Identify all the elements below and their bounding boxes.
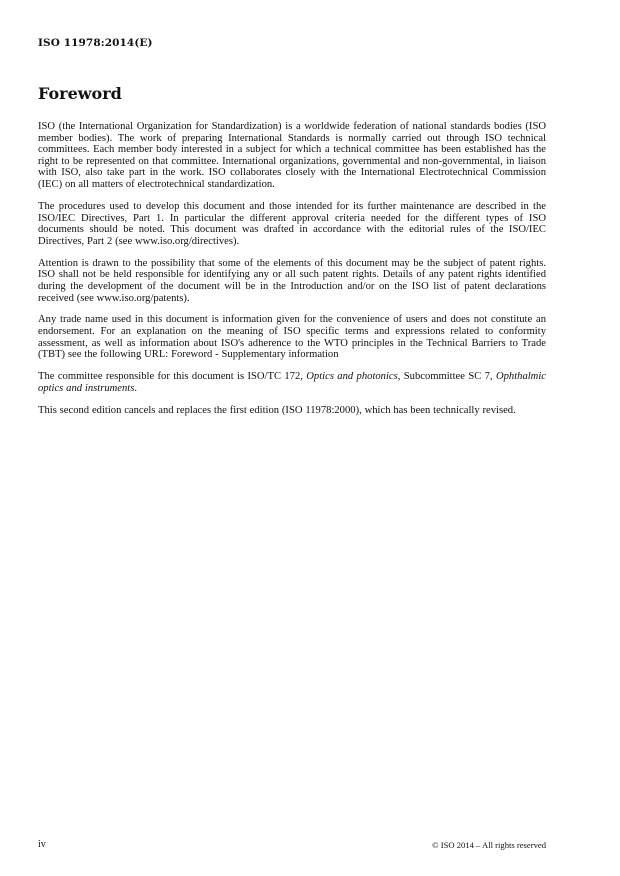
document-id: ISO 11978:2014(E)	[38, 37, 153, 49]
committee-name: Optics and photonics	[306, 371, 398, 383]
paragraph-procedures: The procedures used to develop this document and those intended for its further maintenance are described in the ISO/IEC Directives, Part 1. In particular the different approval criteria needed for the different types of ISO documents should be noted. This document was drafted in accordance with the editorial rules of the ISO/IEC Directives, Part 2 (see www.iso.org/directives).	[38, 200, 546, 247]
committee-mid-text: , Subcommittee SC 7,	[397, 371, 496, 383]
paragraph-committee	[38, 371, 546, 394]
paragraph-iso-overview: ISO (the International Organization for Standardization) is a worldwide federation of national standards bodies (ISO member bodies). The work of preparing International Standards is normally carried out through ISO technical committees. Each member body interested in a subject for which a technical committee has been established has the right to be represented on that committee. International organizations, governmental and non-governmental, in liaison with ISO, also take part in the work. ISO collaborates closely with the International Electrotechnical Commission (IEC) on all matters of electrotechnical standardization.	[38, 121, 546, 190]
paragraph-patent-rights: Attention is drawn to the possibility that some of the elements of this document may be the subject of patent rights. ISO shall not be held responsible for identifying any or all such patent rights. Details of any patent rights identified during the development of the document will be in the Introduction and/or on the ISO list of patent declarations received (see www.iso.org/patents).	[38, 257, 546, 304]
paragraph-trade-names: Any trade name used in this document is information given for the convenience of users and does not constitute an endorsement. For an explanation on the meaning of ISO specific terms and expressions related to conformity assessment, as well as information about ISO's adherence to the WTO principles in the Technical Barriers to Trade (TBT) see the following URL: Foreword - Supplementary information	[38, 314, 546, 361]
paragraph-edition: This second edition cancels and replaces the first edition (ISO 11978:2000), which has been technically revised.	[38, 404, 516, 416]
page-number: iv	[38, 839, 46, 850]
subcommittee-name: Ophthalmic optics and instruments	[38, 371, 546, 394]
foreword-body	[38, 121, 546, 427]
page-title: Foreword	[38, 84, 122, 103]
copyright-notice: © ISO 2014 – All rights reserved	[432, 840, 546, 850]
committee-lead-text: The committee responsible for this document is ISO/TC 172,	[38, 371, 307, 383]
committee-tail-text: .	[134, 382, 137, 394]
